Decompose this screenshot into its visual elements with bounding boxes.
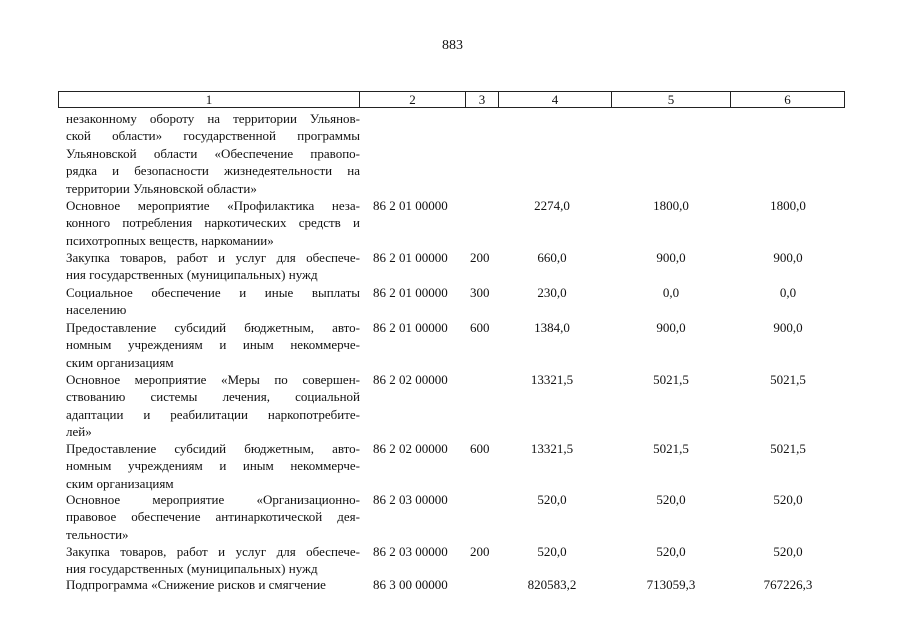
header-col-1: 1	[59, 92, 360, 107]
row-col-6: 0,0	[779, 285, 797, 300]
row-name-line: Социальное обеспечение и иные выплаты	[66, 285, 360, 300]
row-col-5: 0,0	[662, 285, 680, 300]
row-col-5: 900,0	[656, 250, 686, 265]
row-col-4: 1384,0	[534, 320, 570, 335]
row-name	[66, 440, 360, 492]
row-name-line: номным учреждениям и иным некоммерче-	[66, 458, 360, 474]
row-col-4: 13321,5	[530, 441, 574, 456]
row-col-6: 900,0	[773, 250, 803, 265]
row-name-line: Предоставление субсидий бюджетным, авто-	[66, 320, 360, 335]
row-col-6: 520,0	[773, 492, 803, 507]
row-name-line: Основное мероприятие «Профилактика неза-	[66, 198, 360, 213]
table-header	[58, 91, 845, 108]
row-name	[66, 319, 360, 371]
row-vr: 200	[470, 544, 490, 559]
header-col-4: 4	[499, 92, 612, 107]
row-col-6: 520,0	[773, 544, 803, 559]
row-name	[66, 371, 360, 441]
row-col-5: 520,0	[656, 544, 686, 559]
row-code: 86 2 01 00000	[373, 250, 448, 265]
row-col-5: 1800,0	[653, 198, 689, 213]
row-name-line: психотропных веществ, наркомании»	[66, 232, 274, 248]
row-col-5: 713059,3	[646, 577, 696, 592]
row-col-4: 520,0	[537, 492, 567, 507]
row-name-line: ния государственных (муниципальных) нужд	[66, 561, 318, 577]
row-col-5: 5021,5	[653, 441, 689, 456]
row-name-line: конного потребления наркотических средств и	[66, 215, 360, 231]
row-name-line: Основное мероприятие «Меры по совершен-	[66, 372, 360, 387]
row-vr: 300	[470, 285, 490, 300]
row-name-line: ской области» государственной программы	[66, 128, 360, 144]
row-name-line: Предоставление субсидий бюджетным, авто-	[66, 441, 360, 456]
row-name-line: ния государственных (муниципальных) нужд	[66, 267, 318, 283]
row-col-5: 900,0	[656, 320, 686, 335]
row-name	[66, 576, 360, 593]
row-col-4: 13321,5	[530, 372, 574, 387]
row-name	[66, 110, 360, 197]
row-name-line: номным учреждениям и иным некоммерче-	[66, 337, 360, 353]
row-name-line: тельности»	[66, 526, 129, 542]
row-name-line: адаптации и реабилитации наркопотребите-	[66, 406, 360, 422]
row-col-6: 5021,5	[770, 441, 806, 456]
row-col-4: 230,0	[537, 285, 567, 300]
row-vr: 200	[470, 250, 490, 265]
row-col-5: 520,0	[656, 492, 686, 507]
row-name-line: Закупка товаров, работ и услуг для обеспече-	[66, 250, 360, 265]
row-col-4: 2274,0	[534, 198, 570, 213]
row-name-line: ским организациям	[66, 475, 174, 491]
row-name-line: территории Ульяновской области»	[66, 180, 257, 196]
row-col-5: 5021,5	[653, 372, 689, 387]
row-code: 86 2 02 00000	[373, 441, 448, 456]
row-name	[66, 197, 360, 249]
row-col-6: 1800,0	[770, 198, 806, 213]
row-name-line: Закупка товаров, работ и услуг для обеспече-	[66, 544, 360, 559]
row-code: 86 2 01 00000	[373, 285, 448, 300]
row-name	[66, 284, 360, 319]
row-name	[66, 249, 360, 284]
row-col-6: 767226,3	[763, 577, 813, 592]
row-code: 86 2 03 00000	[373, 544, 448, 559]
row-code: 86 2 02 00000	[373, 372, 448, 387]
header-col-2: 2	[360, 92, 466, 107]
row-name-line: Основное мероприятие «Организационно-	[66, 492, 360, 507]
page-number: 883	[442, 38, 463, 53]
row-name-line: правовое обеспечение антинаркотической дея-	[66, 509, 360, 525]
row-vr: 600	[470, 441, 490, 456]
header-col-5: 5	[612, 92, 731, 107]
row-name-line: Подпрограмма «Снижение рисков и смягчение	[66, 577, 326, 592]
row-col-4: 660,0	[537, 250, 567, 265]
row-name-line: лей»	[66, 424, 92, 440]
row-col-4: 820583,2	[527, 577, 577, 592]
row-name-line: рядка и безопасности жизнедеятельности на	[66, 163, 360, 179]
row-name-line: ским организациям	[66, 354, 174, 370]
row-vr: 600	[470, 320, 490, 335]
row-code: 86 3 00 00000	[373, 577, 448, 592]
row-name-line: Ульяновской области «Обеспечение правопо-	[66, 145, 360, 161]
row-name	[66, 543, 360, 578]
row-name-line: ствованию системы лечения, социальной	[66, 389, 360, 405]
row-col-6: 5021,5	[770, 372, 806, 387]
header-col-6: 6	[784, 92, 791, 107]
row-col-6: 900,0	[773, 320, 803, 335]
row-name	[66, 491, 360, 543]
row-name-line: населению	[66, 302, 127, 318]
row-code: 86 2 01 00000	[373, 320, 448, 335]
row-name-line: незаконному обороту на территории Ульянов-	[66, 111, 360, 126]
row-code: 86 2 03 00000	[373, 492, 448, 507]
header-col-3: 3	[466, 92, 499, 107]
row-code: 86 2 01 00000	[373, 198, 448, 213]
row-col-4: 520,0	[537, 544, 567, 559]
